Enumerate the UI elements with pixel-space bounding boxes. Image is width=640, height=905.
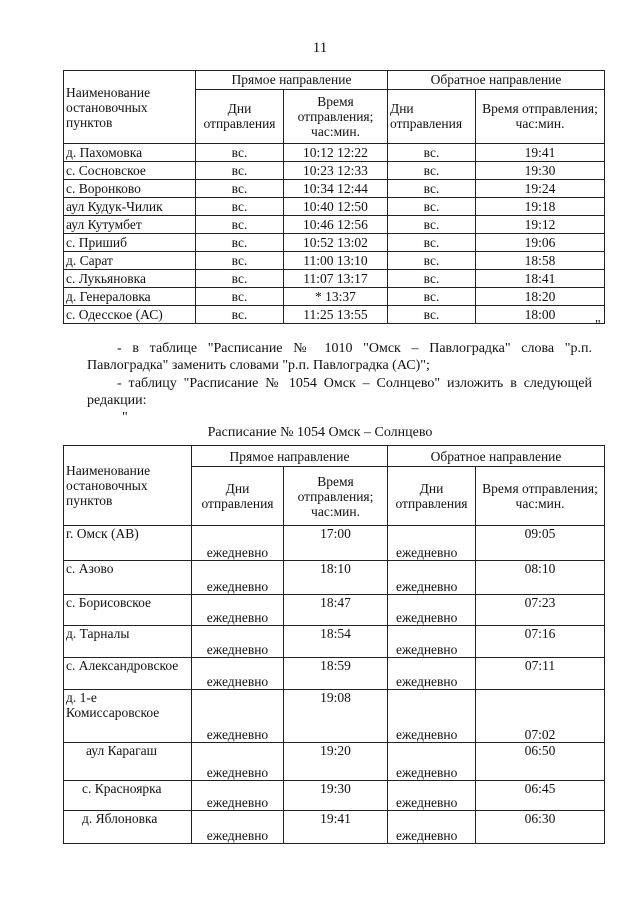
fwd-days-cell: вс. (196, 162, 284, 180)
fwd-time-cell: 11:00 13:10 (284, 252, 388, 270)
back-time-cell: 19:24 (476, 180, 605, 198)
fwd-time-header: Время отправления; час:мин. (284, 89, 388, 144)
back-days-cell: вс. (388, 144, 476, 162)
back-days-cell: вс. (388, 198, 476, 216)
stop-name-cell: с. Воронково (64, 180, 196, 198)
page-number: 11 (312, 40, 328, 56)
fwd-time-cell: 17:00 (284, 526, 388, 561)
table-header-row (64, 71, 605, 90)
table-row (64, 811, 605, 844)
back-days-cell: ежедневно (388, 626, 476, 658)
back-days-cell: вс. (388, 306, 476, 324)
fwd-time-cell: 10:34 12:44 (284, 180, 388, 198)
fwd-time-cell: * 13:37 (284, 288, 388, 306)
fwd-days-cell: ежедневно (192, 561, 284, 595)
table-row (64, 781, 605, 811)
fwd-days-cell: вс. (196, 198, 284, 216)
fwd-time-cell: 10:52 13:02 (284, 234, 388, 252)
fwd-time-cell: 10:23 12:33 (284, 162, 388, 180)
table-header-row (64, 446, 605, 467)
fwd-time-cell: 18:54 (284, 626, 388, 658)
table-row (64, 743, 605, 781)
back-time-cell: 18:00 (476, 306, 605, 324)
back-time-cell: 07:23 (476, 595, 605, 626)
fwd-time-cell: 19:30 (284, 781, 388, 811)
back-time-cell: 18:58 (476, 252, 605, 270)
back-time-cell: 19:30 (476, 162, 605, 180)
back-days-cell: ежедневно (388, 811, 476, 844)
table-row (64, 690, 605, 743)
schedule-table-1 (63, 70, 605, 324)
fwd-days-cell: ежедневно (192, 526, 284, 561)
stop-name-cell: д. Сарат (64, 252, 196, 270)
fwd-days-header: Дни отправления (192, 467, 284, 526)
fwd-time-header: Время отправления; час:мин. (284, 467, 388, 526)
back-days-cell: ежедневно (388, 561, 476, 595)
table-row (64, 306, 605, 324)
fwd-time-cell: 11:25 13:55 (284, 306, 388, 324)
back-time-header: Время отправления; час:мин. (476, 89, 605, 144)
back-days-cell: ежедневно (388, 526, 476, 561)
table-row (64, 234, 605, 252)
forward-direction-header: Прямое направление (196, 71, 388, 90)
stop-name-cell: с. Александровское (64, 658, 192, 690)
back-time-cell: 07:11 (476, 658, 605, 690)
stop-name-cell: д. Генераловка (64, 288, 196, 306)
table-row (64, 626, 605, 658)
table-row (64, 180, 605, 198)
fwd-time-cell: 18:59 (284, 658, 388, 690)
back-days-cell: вс. (388, 234, 476, 252)
fwd-days-cell: ежедневно (192, 781, 284, 811)
back-time-cell: 06:45 (476, 781, 605, 811)
back-days-cell: вс. (388, 216, 476, 234)
fwd-days-cell: вс. (196, 288, 284, 306)
back-days-cell: вс. (388, 270, 476, 288)
fwd-time-cell: 10:46 12:56 (284, 216, 388, 234)
back-time-cell: 19:41 (476, 144, 605, 162)
back-time-cell: 06:50 (476, 743, 605, 781)
fwd-time-cell: 11:07 13:17 (284, 270, 388, 288)
backward-direction-header: Обратное направление (388, 446, 605, 467)
amendment-paragraph-1: - в таблице "Расписание № 1010 "Омск – Павлоградка" слова "р.п. Павлоградка" заменить словами "р.п. Павлоградка (АС)"; (87, 341, 592, 373)
stop-name-cell: д. 1-е Комиссаровское (64, 690, 192, 743)
fwd-time-cell: 18:47 (284, 595, 388, 626)
back-days-header: Дни отправления (388, 89, 476, 144)
back-time-cell: 18:20 (476, 288, 605, 306)
back-days-cell: ежедневно (388, 595, 476, 626)
fwd-days-cell: ежедневно (192, 743, 284, 781)
fwd-time-cell: 10:40 12:50 (284, 198, 388, 216)
table-row (64, 198, 605, 216)
back-days-cell: вс. (388, 180, 476, 198)
fwd-days-header: Дни отправления (196, 89, 284, 144)
stop-name-cell: с. Одесское (АС) (64, 306, 196, 324)
back-days-header: Дни отправления (388, 467, 476, 526)
closing-quote: " (595, 318, 601, 333)
stop-name-header: Наименование остановочных пунктов (64, 71, 196, 144)
back-days-cell: ежедневно (388, 690, 476, 743)
stop-name-cell: с. Сосновское (64, 162, 196, 180)
back-time-cell: 07:16 (476, 626, 605, 658)
stop-name-cell: аул Кутумбет (64, 216, 196, 234)
fwd-time-cell: 18:10 (284, 561, 388, 595)
table-row (64, 658, 605, 690)
back-time-cell: 08:10 (476, 561, 605, 595)
fwd-days-cell: вс. (196, 234, 284, 252)
stop-name-cell: с. Азово (64, 561, 192, 595)
fwd-days-cell: ежедневно (192, 595, 284, 626)
back-days-cell: ежедневно (388, 658, 476, 690)
table-row (64, 270, 605, 288)
back-time-cell: 19:06 (476, 234, 605, 252)
table-row (64, 561, 605, 595)
table-row (64, 595, 605, 626)
stop-name-cell: с. Красноярка (64, 781, 192, 811)
stop-name-cell: аул Кудук-Чилик (64, 198, 196, 216)
back-days-cell: вс. (388, 252, 476, 270)
back-time-cell: 07:02 (476, 690, 605, 743)
opening-quote: " (122, 410, 128, 425)
stop-name-cell: д. Тарналы (64, 626, 192, 658)
fwd-days-cell: ежедневно (192, 811, 284, 844)
fwd-days-cell: вс. (196, 216, 284, 234)
fwd-days-cell: ежедневно (192, 658, 284, 690)
fwd-time-cell: 19:08 (284, 690, 388, 743)
fwd-days-cell: вс. (196, 306, 284, 324)
fwd-days-cell: вс. (196, 180, 284, 198)
table-2-title: Расписание № 1054 Омск – Солнцево (207, 425, 433, 440)
table-row (64, 252, 605, 270)
fwd-days-cell: ежедневно (192, 626, 284, 658)
back-time-cell: 09:05 (476, 526, 605, 561)
fwd-days-cell: вс. (196, 252, 284, 270)
back-days-cell: вс. (388, 288, 476, 306)
fwd-time-cell: 19:41 (284, 811, 388, 844)
fwd-days-cell: вс. (196, 270, 284, 288)
table-row (64, 526, 605, 561)
stop-name-cell: д. Пахомовка (64, 144, 196, 162)
back-days-cell: вс. (388, 162, 476, 180)
schedule-table-2 (63, 445, 605, 844)
stop-name-cell: аул Карагаш (64, 743, 192, 781)
forward-direction-header: Прямое направление (192, 446, 388, 467)
stop-name-cell: с. Лукьяновка (64, 270, 196, 288)
back-time-cell: 19:12 (476, 216, 605, 234)
fwd-days-cell: ежедневно (192, 690, 284, 743)
back-time-header: Время отправления; час:мин. (476, 467, 605, 526)
stop-name-cell: с. Пришиб (64, 234, 196, 252)
fwd-time-cell: 19:20 (284, 743, 388, 781)
fwd-days-cell: вс. (196, 144, 284, 162)
stop-name-header: Наименование остановочных пунктов (64, 446, 192, 526)
back-days-cell: ежедневно (388, 743, 476, 781)
backward-direction-header: Обратное направление (388, 71, 605, 90)
fwd-time-cell: 10:12 12:22 (284, 144, 388, 162)
table-row (64, 216, 605, 234)
back-time-cell: 19:18 (476, 198, 605, 216)
back-days-cell: ежедневно (388, 781, 476, 811)
back-time-cell: 06:30 (476, 811, 605, 844)
back-time-cell: 18:41 (476, 270, 605, 288)
stop-name-cell: д. Яблоновка (64, 811, 192, 844)
table-row (64, 288, 605, 306)
amendment-paragraph-2: - таблицу "Расписание № 1054 Омск – Солнцево" изложить в следующей редакции: (87, 376, 592, 408)
stop-name-cell: с. Борисовское (64, 595, 192, 626)
table-row (64, 162, 605, 180)
stop-name-cell: г. Омск (АВ) (64, 526, 192, 561)
table-row (64, 144, 605, 162)
